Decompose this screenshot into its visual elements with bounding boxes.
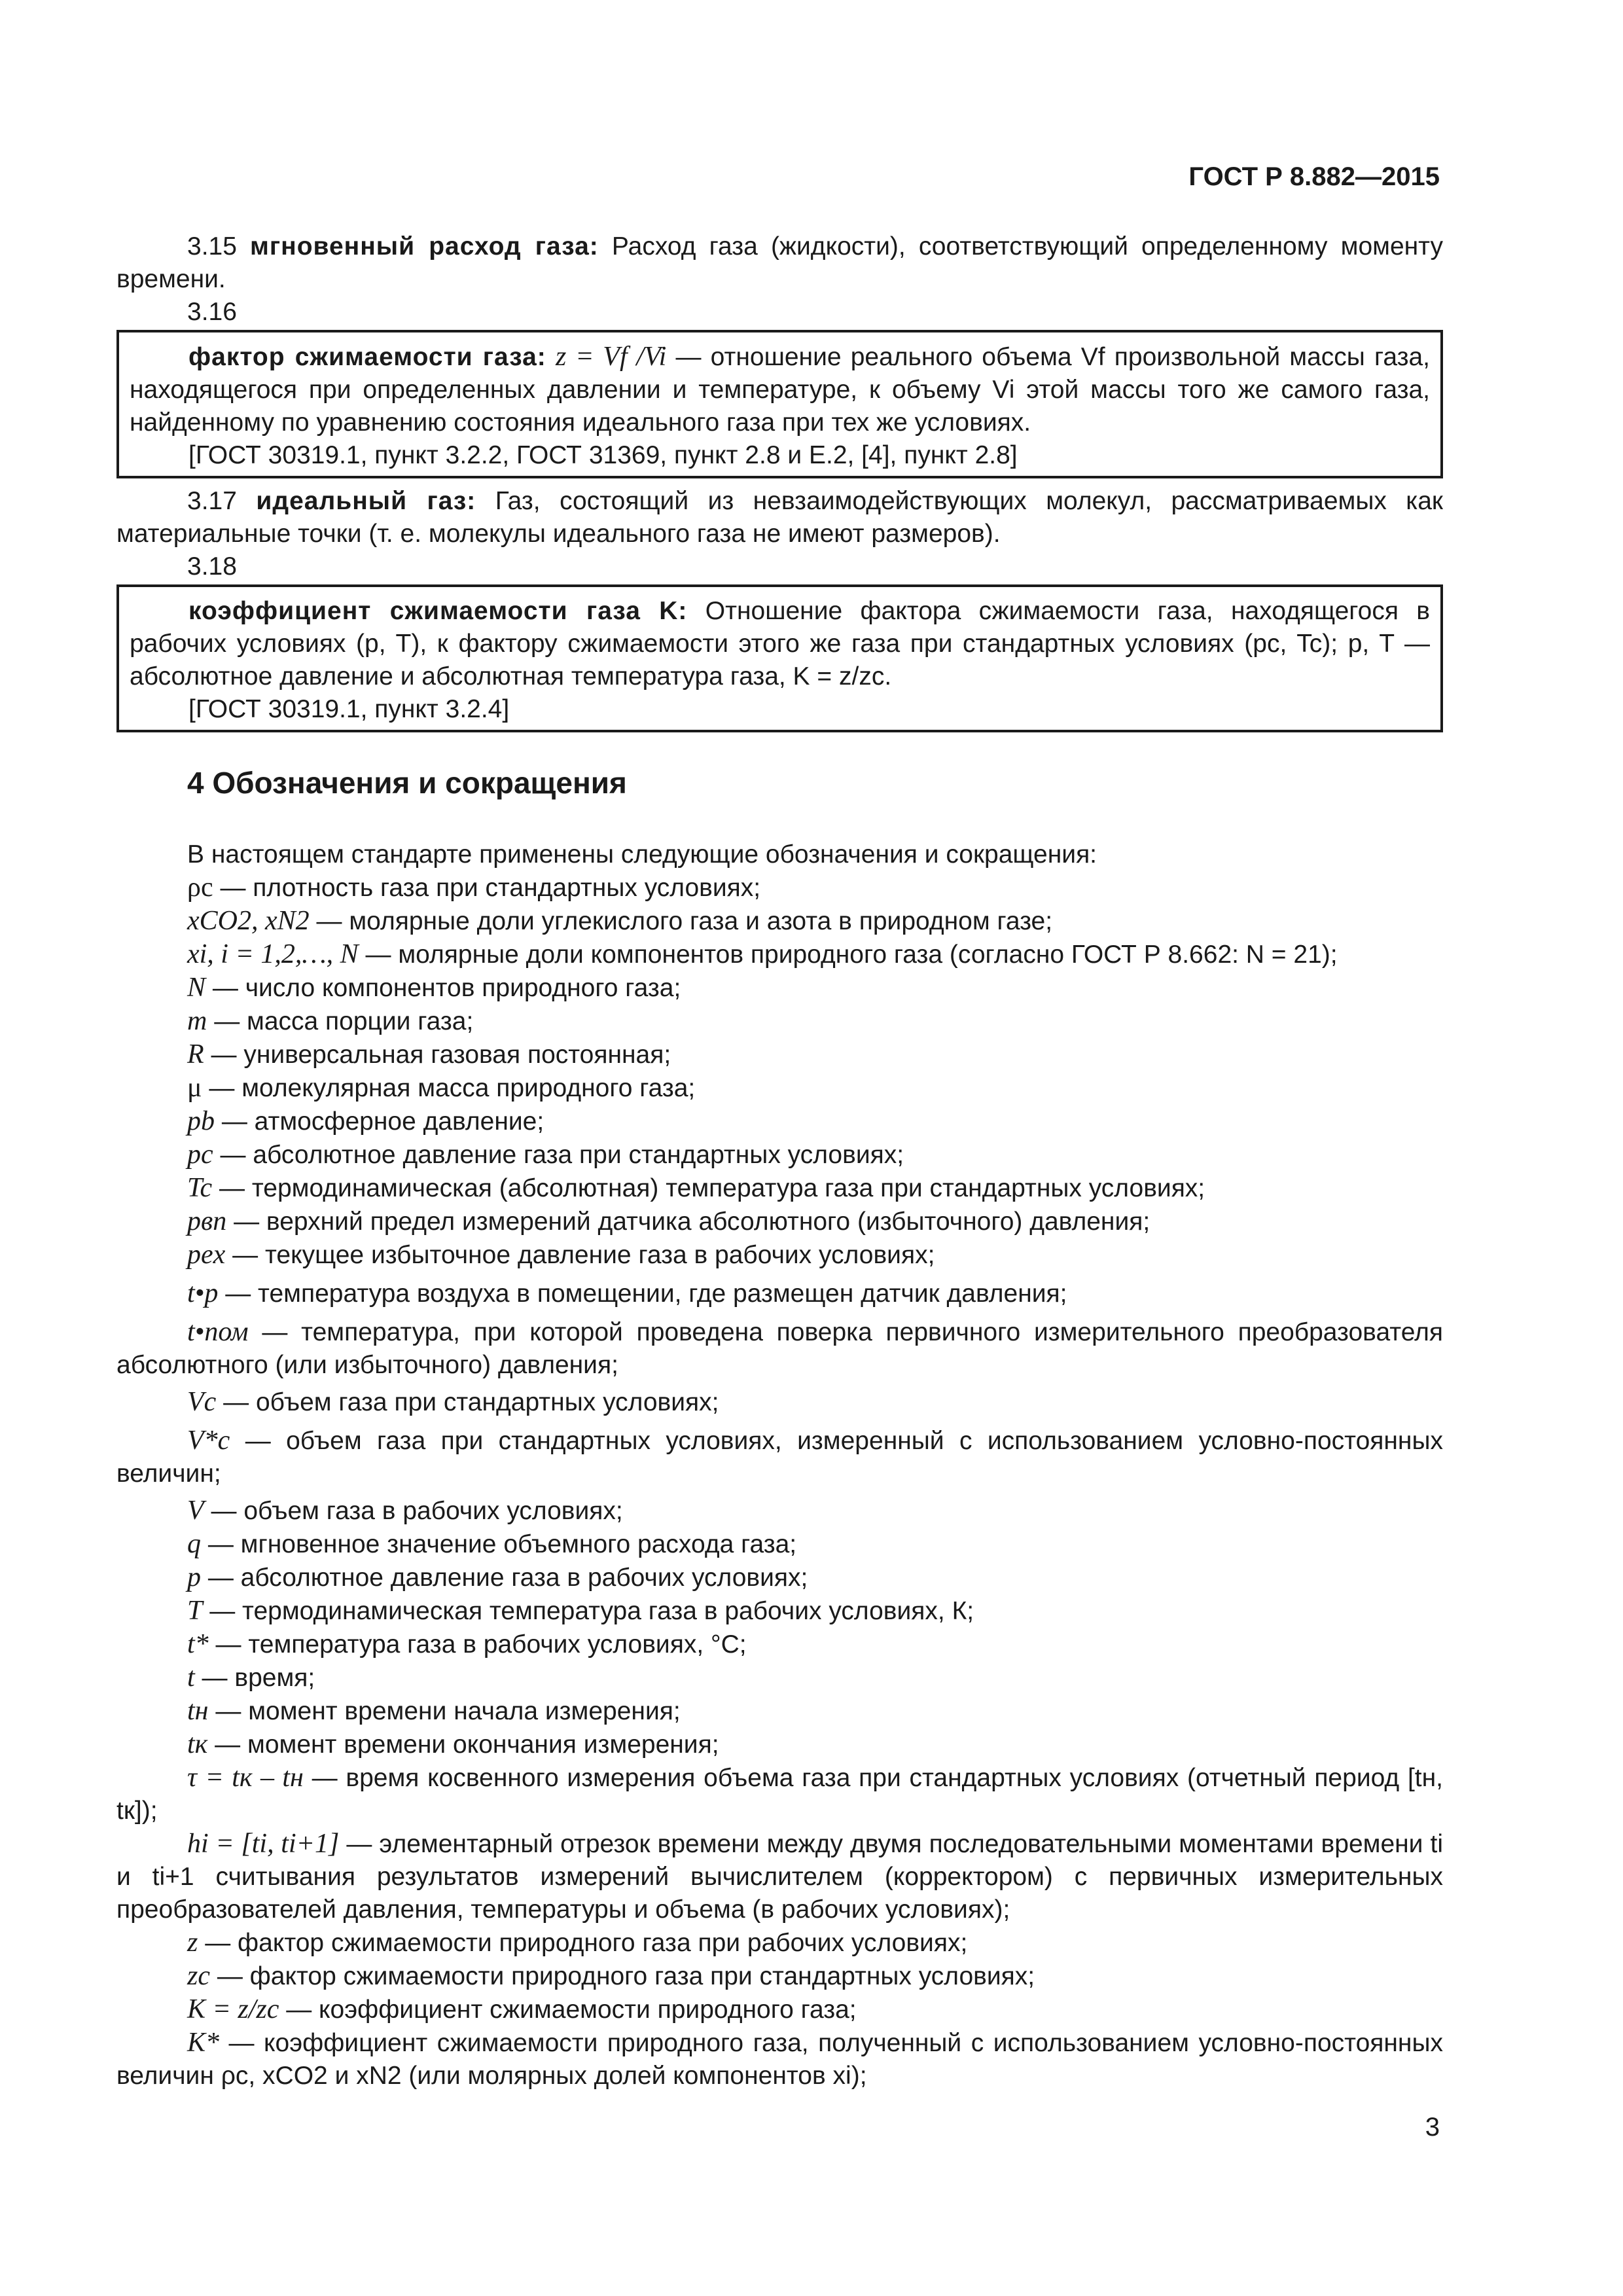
list-item: V — объем газа в рабочих условиях;	[187, 1496, 623, 1526]
list-item: R — универсальная газовая постоянная;	[187, 1039, 671, 1069]
def-term: фактор сжимаемости газа:	[188, 343, 546, 371]
list-item: Vc — объем газа при стандартных условиях;	[187, 1387, 719, 1417]
list-item: p — абсолютное давление газа в рабочих условиях;	[187, 1562, 808, 1592]
list-item: μ — молекулярная масса природного газа;	[187, 1073, 696, 1103]
list-item: tн — момент времени начала измерения;	[187, 1696, 681, 1726]
list-item: z — фактор сжимаемости природного газа при рабочих условиях;	[187, 1928, 968, 1958]
list-item: T — термодинамическая температура газа в рабочих условиях, К;	[187, 1596, 974, 1626]
definition-box-3-16	[116, 330, 1443, 478]
def-text: — отношение реального объема Vf произвольной массы газа, находящегося при определенных давлении и температуре, к объему Vi этой массы того же самого газа, найденному по уравнению состояния идеального газа при тех же условиях.	[130, 343, 1431, 437]
definition-3-18	[130, 595, 1430, 693]
definition-3-17	[116, 485, 1443, 550]
list-item: t•пом — температура, при которой проведена поверка первичного измерительного преобразователя абсолютного (или избыточного) давления;	[116, 1317, 1443, 1379]
def-term: коэффициент сжимаемости газа K:	[188, 597, 688, 625]
list-item: ρc — плотность газа при стандартных условиях;	[187, 872, 761, 903]
def-text: Отношение фактора сжимаемости газа, находящегося в рабочих условиях (p, T), к фактору сжимаемости этого же газа при стандартных условиях (pc, Tc); p, T — абсолютное давление и абсолютная температура газа, K = z/zc.	[130, 597, 1431, 691]
def-term: мгновенный расход газа:	[250, 232, 599, 260]
def-formula: z = Vf /Vi	[555, 342, 667, 372]
list-item: N — число компонентов природного газа;	[187, 973, 681, 1003]
list-item: pвп — верхний предел измерений датчика абсолютного (избыточного) давления;	[187, 1206, 1150, 1236]
list-item: zc — фактор сжимаемости природного газа при стандартных условиях;	[187, 1961, 1035, 1991]
def-number-3-18: 3.18	[187, 552, 237, 581]
list-item: xCO2, xN2 — молярные доли углекислого газа и азота в природном газе;	[187, 906, 1053, 936]
page-number: 3	[1425, 2113, 1440, 2142]
list-item: t* — температура газа в рабочих условиях, °С;	[187, 1629, 747, 1659]
def-number: 3.17	[187, 487, 237, 515]
list-item: τ = tк – tн — время косвенного измерения объема газа при стандартных условиях (отчетный период [tн, tк]);	[116, 1763, 1443, 1825]
def-reference: [ГОСТ 30319.1, пункт 3.2.2, ГОСТ 31369, пункт 2.8 и Е.2, [4], пункт 2.8]	[188, 441, 1018, 469]
list-item: K = z/zc — коэффициент сжимаемости природного газа;	[187, 1994, 857, 2024]
section-intro: В настоящем стандарте применены следующие обозначения и сокращения:	[187, 840, 1097, 869]
section-title: 4 Обозначения и сокращения	[187, 766, 627, 800]
list-item: hi = [ti, ti+1] — элементарный отрезок времени между двумя последовательными моментами времени ti и ti+1 считывания результатов измерений вычислителем (корректором) с первичных измерительных преобразователей давления, температуры и объема (в рабочих условиях);	[116, 1829, 1444, 1924]
definition-box-3-18	[116, 584, 1443, 732]
list-item: m — масса порции газа;	[187, 1006, 474, 1036]
list-item: Tc — термодинамическая (абсолютная) температура газа при стандартных условиях;	[187, 1173, 1205, 1203]
list-item: t — время;	[187, 1662, 315, 1693]
list-item: q — мгновенное значение объемного расхода газа;	[187, 1529, 797, 1559]
symbol-list	[116, 871, 1443, 2092]
list-item: pex — текущее избыточное давление газа в рабочих условиях;	[187, 1240, 935, 1270]
page-content	[116, 230, 1443, 2092]
page-header-standard: ГОСТ Р 8.882—2015	[1188, 162, 1440, 191]
def-number-3-16: 3.16	[187, 298, 237, 326]
def-text: Газ, состоящий из невзаимодействующих молекул, рассматриваемых как материальные точки (т. е. молекулы идеального газа не имеют размеров).	[116, 487, 1443, 548]
list-item: pb — атмосферное давление;	[187, 1106, 544, 1136]
list-item: pc — абсолютное давление газа при стандартных условиях;	[187, 1139, 904, 1170]
list-item: K* — коэффициент сжимаемости природного газа, полученный с использованием условно-постоянных величин ρc, xCO2 и xN2 (или молярных долей компонентов xi);	[116, 2028, 1443, 2090]
def-number: 3.15	[187, 232, 237, 260]
def-text: Расход газа (жидкости), соответствующий определенному моменту времени.	[116, 232, 1443, 293]
definition-3-16	[130, 340, 1430, 439]
list-item: tк — момент времени окончания измерения;	[187, 1729, 719, 1759]
list-item: V*c — объем газа при стандартных условиях, измеренный с использованием условно-постоянных величин;	[116, 1426, 1443, 1488]
def-reference: [ГОСТ 30319.1, пункт 3.2.4]	[188, 695, 510, 723]
list-item: t•p — температура воздуха в помещении, где размещен датчик давления;	[187, 1278, 1067, 1308]
def-term: идеальный газ:	[256, 487, 476, 515]
list-item: xi, i = 1,2,…, N — молярные доли компонентов природного газа (согласно ГОСТ Р 8.662: N = 21);	[187, 939, 1338, 969]
definition-3-15	[116, 230, 1443, 296]
